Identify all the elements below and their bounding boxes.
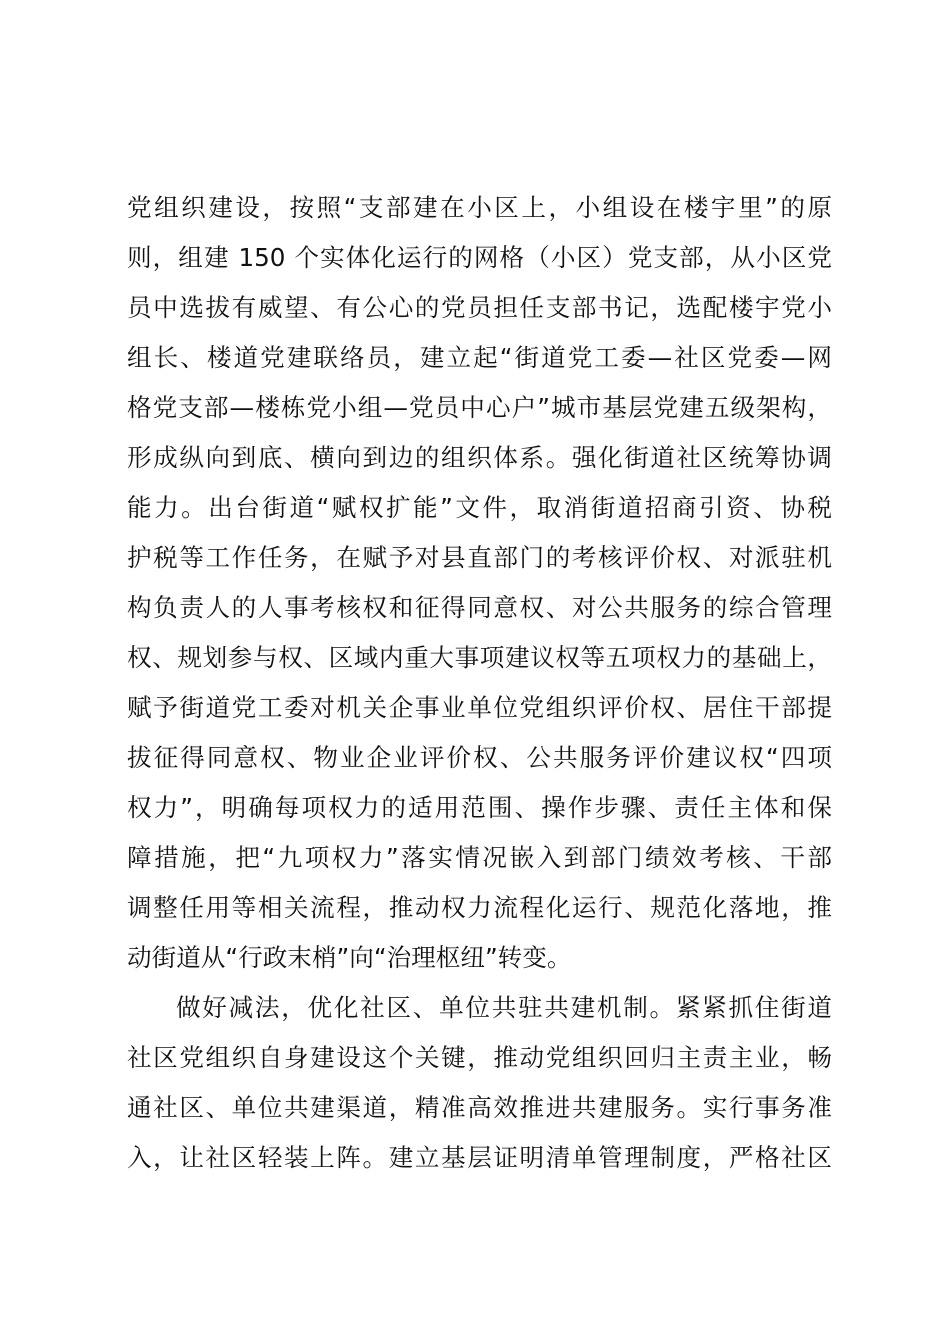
- text-line: 能力。出台街道“赋权扩能”文件，取消街道招商引资、协税: [127, 493, 832, 522]
- document-body: [127, 183, 832, 1183]
- text-line: 社区党组织自身建设这个关键，推动党组织回归主责主业，畅: [127, 1043, 832, 1072]
- text-line: 构负责人的人事考核权和征得同意权、对公共服务的综合管理: [127, 593, 832, 622]
- text-line: 通社区、单位共建渠道，精准高效推进共建服务。实行事务准: [127, 1093, 832, 1122]
- text-line: 党组织建设，按照“支部建在小区上，小组设在楼宇里”的原: [127, 193, 832, 222]
- text-line: 调整任用等相关流程，推动权力流程化运行、规范化落地，推: [127, 893, 832, 922]
- text-line: 做好减法，优化社区、单位共驻共建机制。紧紧抓住街道: [176, 993, 832, 1022]
- text-line: 则，组建 150 个实体化运行的网格（小区）党支部，从小区党: [127, 243, 832, 272]
- text-line: 动街道从“行政末梢”向“治理枢纽”转变。: [127, 943, 572, 972]
- text-line: 赋予街道党工委对机关企事业单位党组织评价权、居住干部提: [127, 693, 832, 722]
- text-line: 入，让社区轻装上阵。建立基层证明清单管理制度，严格社区: [127, 1143, 832, 1172]
- text-line: 权力”，明确每项权力的适用范围、操作步骤、责任主体和保: [127, 793, 832, 822]
- text-line: 障措施，把“九项权力”落实情况嵌入到部门绩效考核、干部: [127, 843, 832, 872]
- text-line: 拔征得同意权、物业企业评价权、公共服务评价建议权“四项: [127, 743, 832, 772]
- text-line: 员中选拔有威望、有公心的党员担任支部书记，选配楼宇党小: [127, 293, 832, 322]
- text-line: 权、规划参与权、区域内重大事项建议权等五项权力的基础上，: [127, 643, 832, 672]
- paragraph-2: [127, 983, 832, 1183]
- text-line: 组长、楼道党建联络员，建立起“街道党工委—社区党委—网: [127, 343, 832, 372]
- paragraph-1: [127, 183, 832, 983]
- text-line: 格党支部—楼栋党小组—党员中心户”城市基层党建五级架构，: [127, 393, 832, 422]
- text-line: 形成纵向到底、横向到边的组织体系。强化街道社区统筹协调: [127, 443, 832, 472]
- text-line: 护税等工作任务，在赋予对县直部门的考核评价权、对派驻机: [127, 543, 832, 572]
